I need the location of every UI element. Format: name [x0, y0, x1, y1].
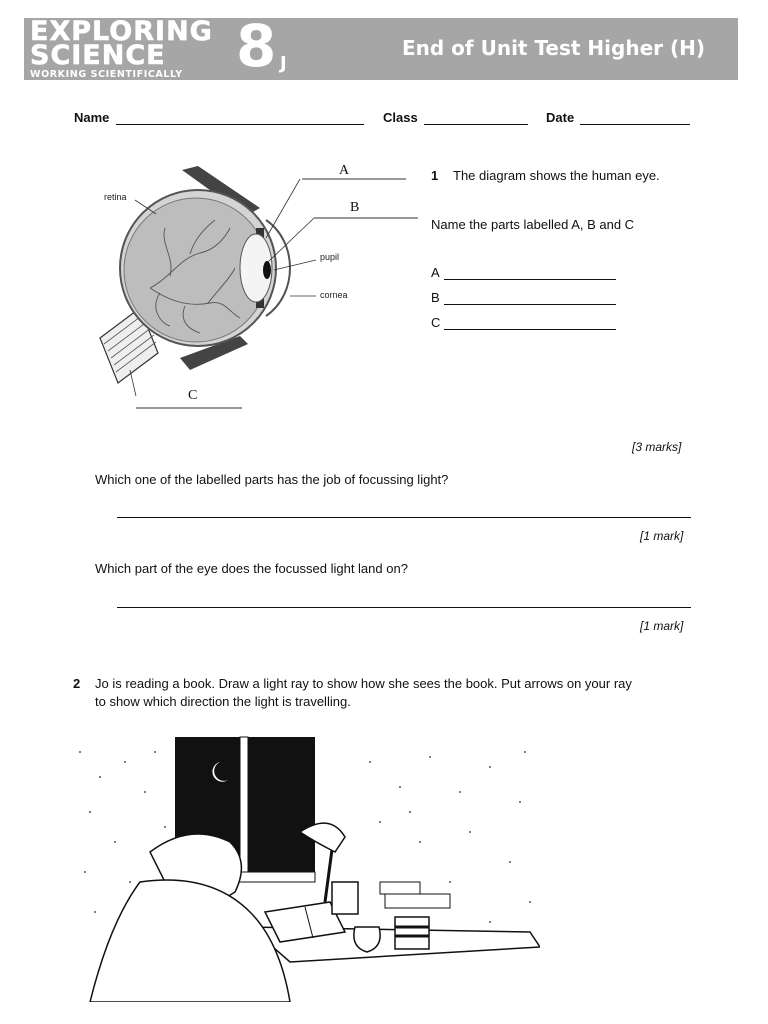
logo-line-exploring: EXPLORING — [30, 16, 213, 47]
photo-frame — [332, 882, 358, 914]
eye-diagram — [90, 158, 420, 418]
answer-field-sub2[interactable] — [117, 607, 691, 608]
answer-field-b[interactable] — [444, 304, 616, 305]
logo-line-science: SCIENCE — [30, 40, 166, 71]
answer-label-a: A — [431, 265, 440, 280]
book-stack — [380, 882, 420, 894]
question-1-prompt: The diagram shows the human eye. — [453, 168, 660, 183]
marks-q1c: [1 mark] — [640, 619, 684, 633]
question-2-number: 2 — [73, 676, 81, 691]
answer-field-c[interactable] — [444, 329, 616, 330]
marks-q1b: [1 mark] — [640, 529, 684, 543]
exploring-science-logo — [30, 16, 220, 80]
name-label: Name — [74, 110, 110, 125]
test-title: End of Unit Test Higher (H) — [402, 36, 705, 60]
date-field[interactable] — [580, 124, 690, 125]
question-1-instruction: Name the parts labelled A, B and C — [431, 217, 635, 232]
question-1-sub1: Which one of the labelled parts has the job of focussing light? — [95, 472, 449, 487]
reading-illustration[interactable] — [70, 732, 540, 1002]
answer-label-c: C — [431, 315, 441, 330]
diagram-label-cornea: cornea — [320, 290, 348, 300]
marks-q1a: [3 marks] — [632, 440, 682, 454]
answer-field-a[interactable] — [444, 279, 616, 280]
diagram-label-b: B — [350, 200, 360, 215]
pupil — [263, 261, 271, 279]
diagram-label-c: C — [188, 388, 198, 403]
unit-letter: J — [280, 53, 287, 74]
diagram-label-a: A — [339, 163, 350, 178]
date-label: Date — [546, 110, 575, 125]
logo-line-working-scientifically: WORKING SCIENTIFICALLY — [30, 69, 183, 80]
question-2-line1: Jo is reading a book. Draw a light ray to show how she sees the book. Put arrows on your ray — [95, 676, 632, 691]
mug — [395, 917, 429, 949]
answer-label-b: B — [431, 290, 440, 305]
name-field[interactable] — [116, 124, 364, 125]
diagram-label-retina: retina — [104, 192, 127, 202]
question-1-sub2: Which part of the eye does the focussed light land on? — [95, 561, 408, 576]
question-1-number: 1 — [431, 168, 439, 183]
answer-field-sub1[interactable] — [117, 517, 691, 518]
diagram-label-pupil: pupil — [320, 252, 340, 262]
question-2-line2: to show which direction the light is travelling. — [95, 694, 351, 709]
class-label: Class — [383, 110, 418, 125]
class-field[interactable] — [424, 124, 528, 125]
jo-body — [90, 880, 290, 1002]
unit-number: 8 — [236, 12, 277, 80]
